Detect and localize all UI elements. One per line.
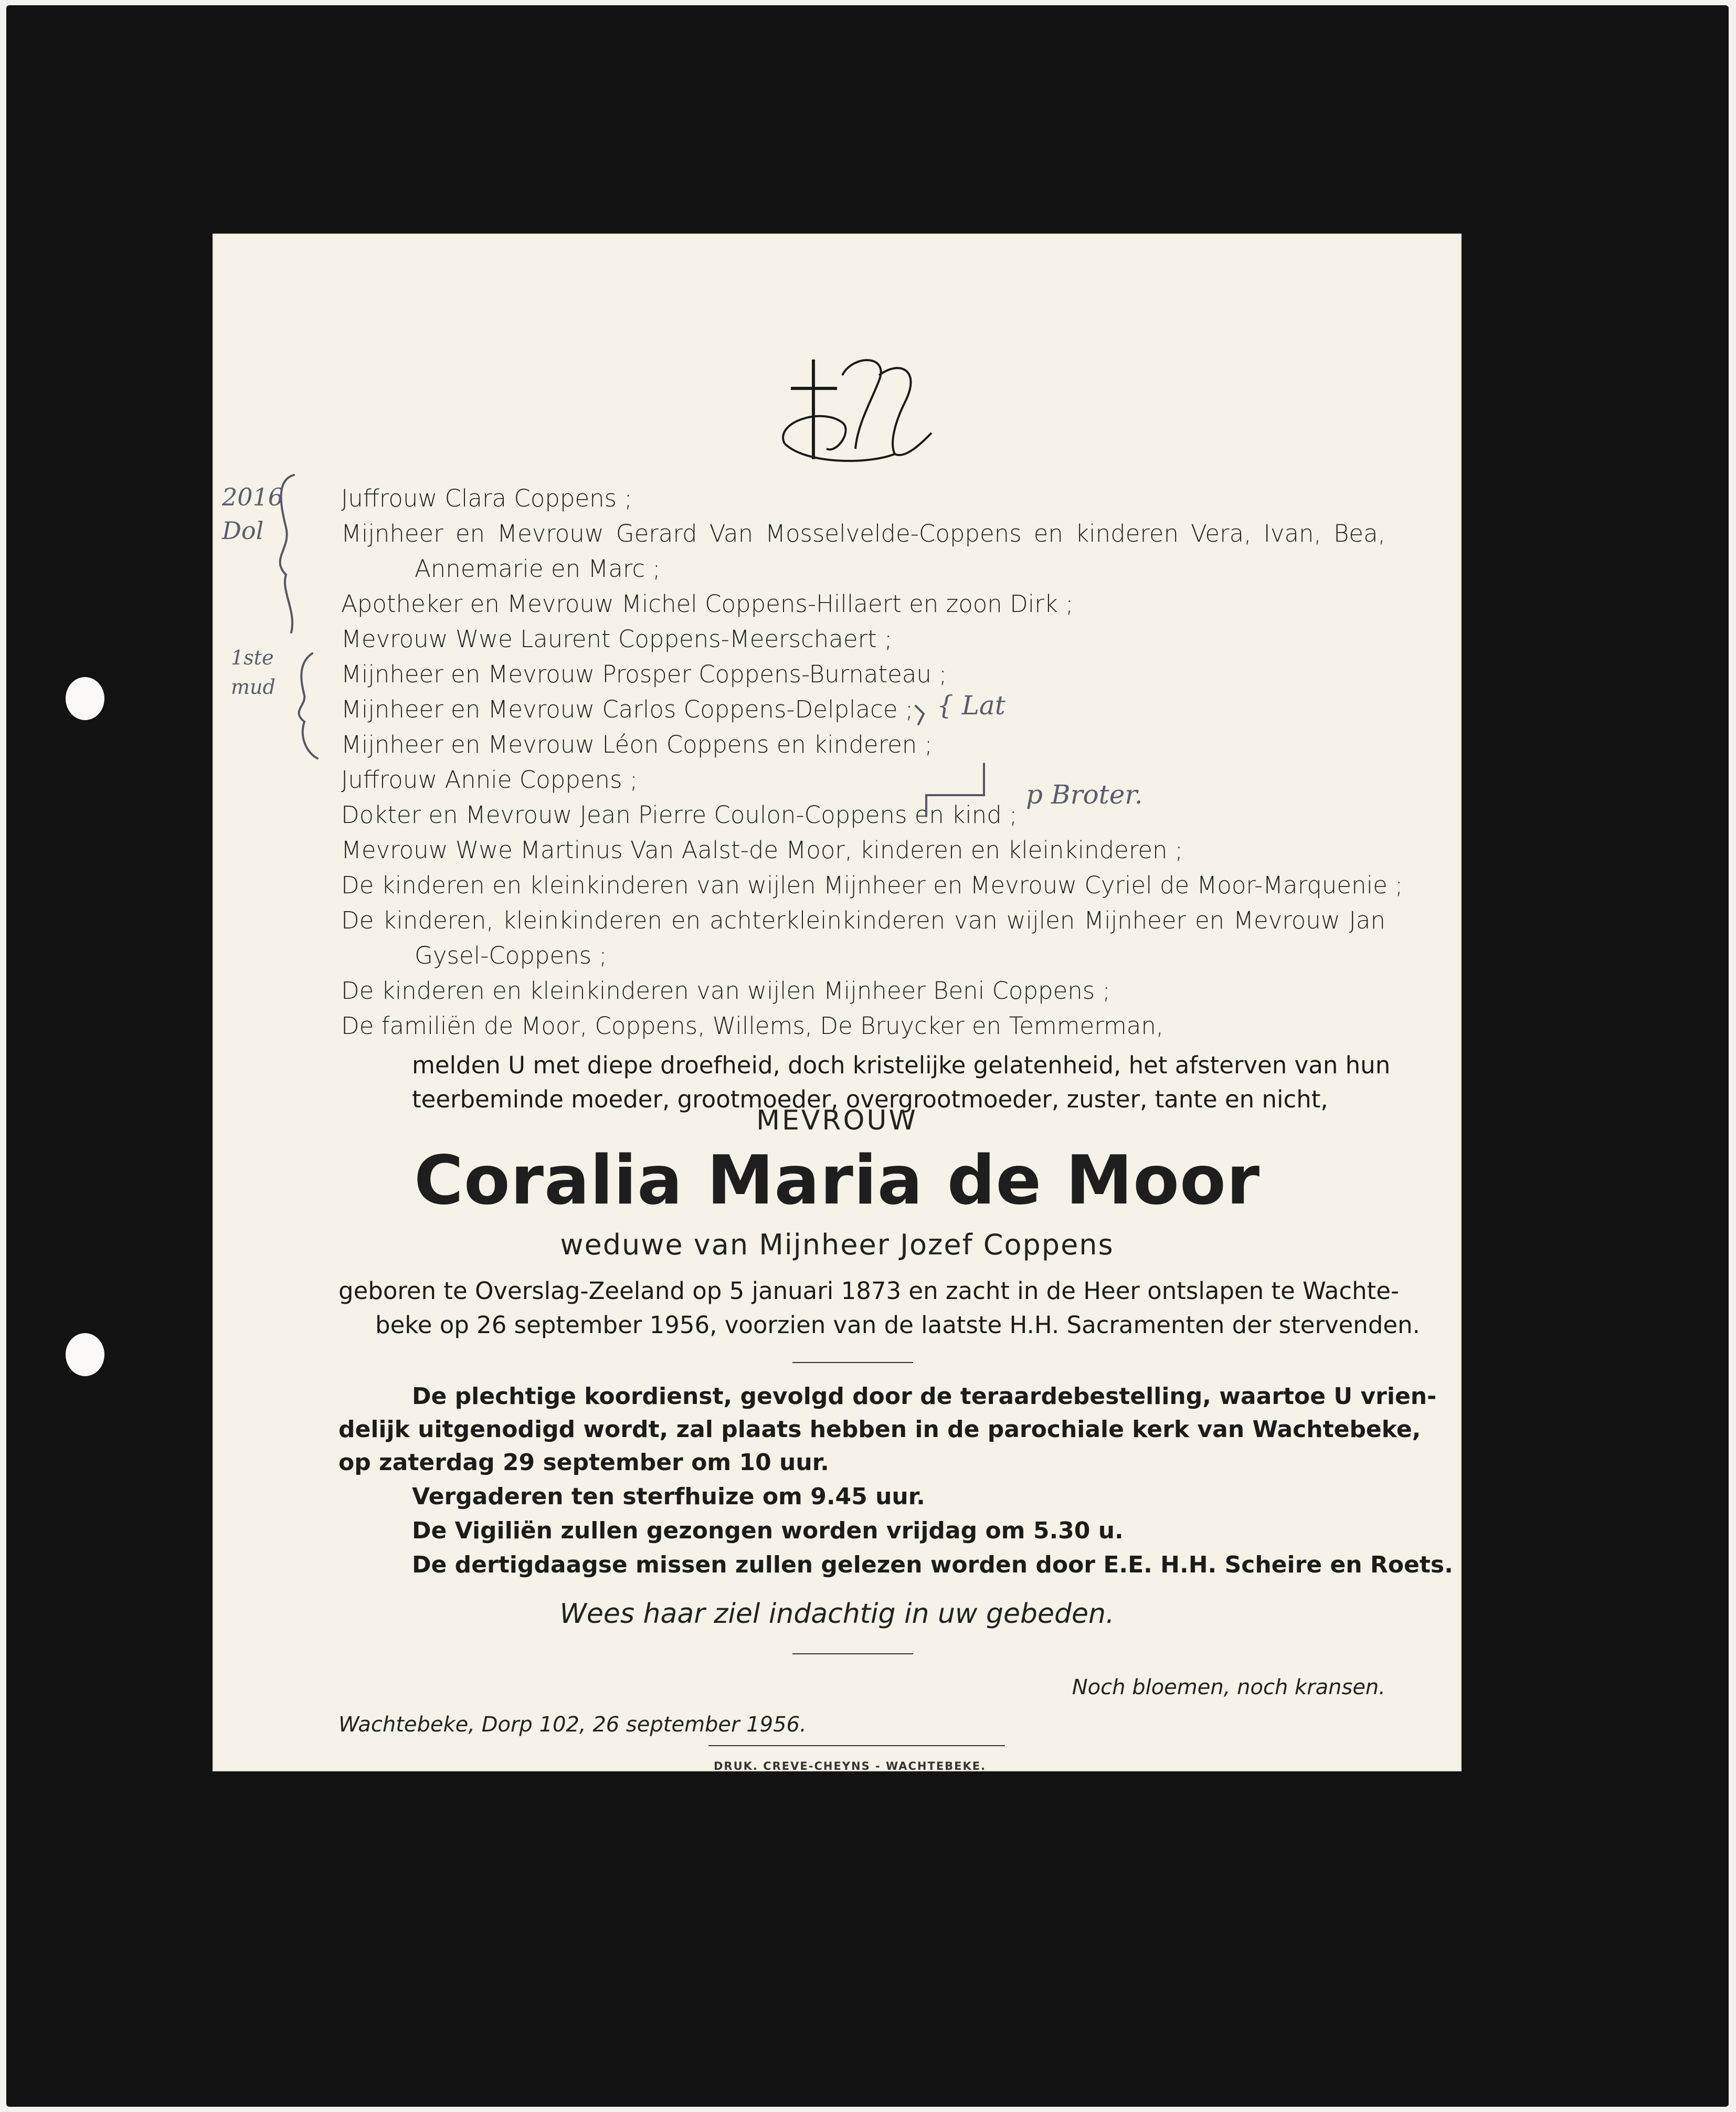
service-line-1: De plechtige koordienst, gevolgd door de teraardebestelling, waartoe U vrien- [412, 1383, 1437, 1410]
family-line-3: Annemarie en Marc ; [415, 555, 661, 583]
family-line-15: De kinderen en kleinkinderen van wijlen Mijnheer Beni Coppens ; [341, 977, 1110, 1005]
family-line-12: De kinderen en kleinkinderen van wijlen Mijnheer en Mevrouw Cyriel de Moor-Marquenie ; [341, 871, 1403, 899]
service-line-6: De dertigdaagse missen zullen gelezen worden door E.E. H.H. Scheire en Roets. [412, 1551, 1453, 1578]
printer-credit: DRUK. CREVE-CHEYNS - WACHTEBEKE. [714, 1760, 987, 1772]
divider-2 [792, 1653, 913, 1654]
family-line-4: Apotheker en Mevrouw Michel Coppens-Hillaert en zoon Dirk ; [341, 590, 1074, 618]
funeral-notice-sheet [213, 234, 1462, 1771]
family-line-1: Juffrouw Clara Coppens ; [341, 484, 632, 512]
handwritten-margin-note-2: 1ste mud [231, 646, 276, 699]
family-line-13: De kinderen, kleinkinderen en achterkleinkinderen van wijlen Mijnheer en Mevrouw Jan [341, 906, 1385, 934]
family-line-11: Mevrouw Wwe Martinus Van Aalst-de Moor, kinderen en kleinkinderen ; [341, 836, 1183, 864]
birth-line-1: geboren te Overslag-Zeeland op 5 januari 1873 en zacht in de Heer ontslapen te Wachte- [338, 1277, 1400, 1305]
service-line-5: De Vigiliën zullen gezongen worden vrijdag om 5.30 u. [412, 1517, 1124, 1544]
widow-of: weduwe van Mijnheer Jozef Coppens [560, 1228, 1114, 1261]
service-line-2: delijk uitgenodigd wordt, zal plaats hebben in de parochiale kerk van Wachtebeke, [338, 1416, 1421, 1443]
family-line-10: Dokter en Mevrouw Jean Pierre Coulon-Coppens en kind ; [341, 801, 1018, 829]
family-line-6: Mijnheer en Mevrouw Prosper Coppens-Burnateau ; [341, 660, 947, 688]
no-flowers-note: Noch bloemen, noch kransen. [1072, 1675, 1385, 1699]
handwritten-note-lat: { Lat [937, 690, 1005, 721]
family-line-14: Gysel-Coppens ; [415, 942, 607, 969]
divider-1 [792, 1362, 913, 1363]
family-line-16: De familiën de Moor, Coppens, Willems, De Bruycker en Temmerman, [341, 1012, 1164, 1040]
family-line-9: Juffrouw Annie Coppens ; [341, 766, 638, 794]
deceased-title: MEVROUW [756, 1105, 918, 1136]
cross-monogram-logo [764, 344, 942, 480]
service-line-3: op zaterdag 29 september om 10 uur. [338, 1449, 829, 1476]
punch-hole-top [66, 677, 104, 720]
intro-line-1: melden U met diepe droefheid, doch kristelijke gelatenheid, het afsterven van hun [412, 1051, 1391, 1079]
family-line-7: Mijnheer en Mevrouw Carlos Coppens-Delplace ; [341, 695, 913, 723]
divider-3 [708, 1745, 1005, 1746]
place-and-date: Wachtebeke, Dorp 102, 26 september 1956. [338, 1713, 807, 1737]
prayer-line: Wees haar ziel indachtig in uw gebeden. [559, 1598, 1115, 1630]
service-line-4: Vergaderen ten sterfhuize om 9.45 uur. [412, 1483, 925, 1510]
family-line-5: Mevrouw Wwe Laurent Coppens-Meerschaert ; [341, 625, 893, 653]
punch-hole-bottom [66, 1333, 104, 1376]
birth-line-2: beke op 26 september 1956, voorzien van de laatste H.H. Sacramenten der stervenden. [375, 1311, 1420, 1339]
handwritten-margin-note-1: 2016 Dol [222, 483, 284, 545]
intro-line-2: teerbeminde moeder, grootmoeder, overgrootmoeder, zuster, tante en nicht, [412, 1085, 1328, 1113]
deceased-name: Coralia Maria de Moor [414, 1142, 1261, 1220]
family-line-2: Mijnheer en Mevrouw Gerard Van Mosselvelde-Coppens en kinderen Vera, Ivan, Bea, [341, 520, 1385, 547]
family-line-8: Mijnheer en Mevrouw Léon Coppens en kinderen ; [341, 731, 933, 758]
handwritten-note-broter: p Broter. [1026, 779, 1143, 810]
